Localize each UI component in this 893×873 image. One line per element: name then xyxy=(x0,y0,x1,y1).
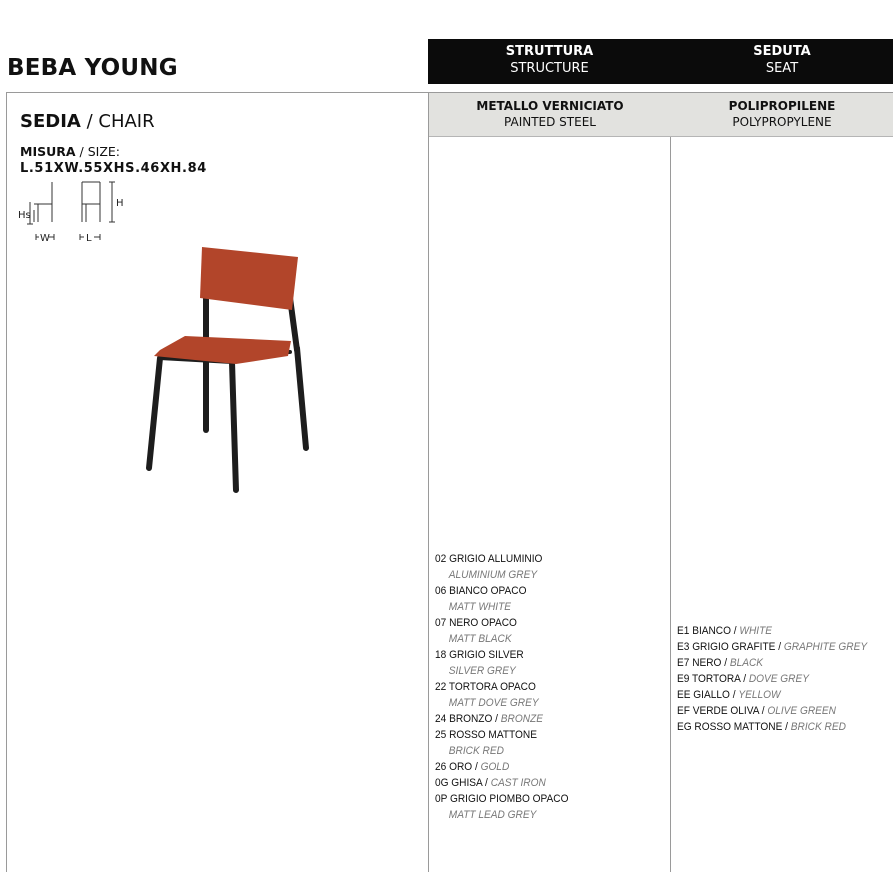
structure-color-item xyxy=(435,759,568,775)
seat-color-en: OLIVE GREEN xyxy=(767,705,836,717)
seat-header-en: SEAT xyxy=(765,61,799,76)
structure-color-item-en xyxy=(435,807,568,823)
structure-color-item xyxy=(435,583,568,599)
seat-color-en: YELLOW xyxy=(738,689,781,701)
seat-color-en: GRAPHITE GREY xyxy=(783,641,868,653)
seat-color-code: EF VERDE OLIVA xyxy=(677,705,759,717)
structure-color-code: 07 NERO OPACO xyxy=(435,617,517,629)
structure-color-en: ALUMINIUM GREY xyxy=(448,569,538,581)
material-row xyxy=(429,93,893,137)
color-separator: / xyxy=(730,625,740,637)
seat-color-item xyxy=(677,719,867,735)
structure-color-en: BRONZE xyxy=(500,713,543,725)
structure-color-code: 25 ROSSO MATTONE xyxy=(435,729,537,741)
structure-color-en: MATT BLACK xyxy=(448,633,512,645)
structure-color-item xyxy=(435,791,568,807)
structure-material xyxy=(429,93,671,136)
structure-color-item xyxy=(435,551,568,567)
seat-color-item xyxy=(677,639,867,655)
color-separator: / xyxy=(775,641,784,653)
product-title: BEBA YOUNG xyxy=(7,55,178,81)
structure-color-code: 26 ORO xyxy=(435,761,473,773)
structure-color-item xyxy=(435,647,568,663)
dimension-diagram-icon xyxy=(16,180,136,245)
structure-color-item-en xyxy=(435,743,568,759)
structure-color-item-en xyxy=(435,663,568,679)
seat-color-en: BRICK RED xyxy=(790,721,846,733)
seat-color-code: E1 BIANCO xyxy=(677,625,731,637)
item-type-en: CHAIR xyxy=(98,111,155,132)
seat-color-code: E7 NERO xyxy=(677,657,722,669)
seat-material xyxy=(671,93,893,136)
seat-color-en: DOVE GREY xyxy=(748,673,809,685)
size-label xyxy=(20,144,120,159)
structure-color-code: 0G GHISA xyxy=(435,777,483,789)
structure-color-item xyxy=(435,727,568,743)
structure-color-en: MATT DOVE GREY xyxy=(448,697,539,709)
structure-color-item-en xyxy=(435,631,568,647)
structure-color-code: 02 GRIGIO ALLUMINIO xyxy=(435,553,543,565)
structure-color-en: GOLD xyxy=(480,761,510,773)
seat-color-code: E3 GRIGIO GRAFITE xyxy=(677,641,776,653)
seat-color-code: EE GIALLO xyxy=(677,689,730,701)
size-label-it: MISURA xyxy=(20,144,76,159)
structure-material-it: METALLO VERNICIATO xyxy=(476,99,624,113)
structure-header-it: STRUTTURA xyxy=(505,44,594,59)
seat-header-it: SEDUTA xyxy=(753,44,811,59)
seat-material-en: POLYPROPYLENE xyxy=(732,115,832,129)
structure-color-item xyxy=(435,775,568,791)
structure-color-en: MATT LEAD GREY xyxy=(448,809,537,821)
structure-color-en: SILVER GREY xyxy=(448,665,516,677)
structure-header-en: STRUCTURE xyxy=(510,61,589,76)
structure-color-en: BRICK RED xyxy=(448,745,504,757)
color-separator: / xyxy=(782,721,791,733)
structure-color-code: 18 GRIGIO SILVER xyxy=(435,649,524,661)
structure-color-code: 0P GRIGIO PIOMBO OPACO xyxy=(435,793,569,805)
color-separator: / xyxy=(740,673,749,685)
dim-l-label: L xyxy=(86,233,92,244)
structure-color-item-en xyxy=(435,599,568,615)
structure-color-list xyxy=(435,551,580,823)
structure-color-item xyxy=(435,679,568,695)
structure-color-item-en xyxy=(435,567,568,583)
seat-header xyxy=(671,39,893,84)
structure-color-item-en xyxy=(435,695,568,711)
color-separator: / xyxy=(492,713,501,725)
color-separator: / xyxy=(721,657,730,669)
item-type xyxy=(20,111,155,132)
seat-material-it: POLIPROPILENE xyxy=(728,99,836,113)
spec-header xyxy=(428,39,893,84)
size-label-en: SIZE: xyxy=(87,144,121,159)
structure-color-item xyxy=(435,615,568,631)
seat-color-item xyxy=(677,655,867,671)
seat-color-item xyxy=(677,623,867,639)
size-label-separator: / xyxy=(79,144,88,159)
table-divider-left xyxy=(6,92,7,872)
structure-color-code: 22 TORTORA OPACO xyxy=(435,681,536,693)
seat-color-item xyxy=(677,671,867,687)
seat-color-code: E9 TORTORA xyxy=(677,673,741,685)
dim-h-label: H xyxy=(116,198,124,209)
chair-image xyxy=(140,240,320,500)
seat-color-code: EG ROSSO MATTONE xyxy=(677,721,783,733)
color-separator: / xyxy=(482,777,491,789)
structure-material-en: PAINTED STEEL xyxy=(504,115,596,129)
structure-header xyxy=(428,39,671,84)
structure-color-en: CAST IRON xyxy=(490,777,546,789)
seat-color-en: BLACK xyxy=(729,657,764,669)
dim-w-label: W xyxy=(40,233,50,244)
seat-color-en: WHITE xyxy=(739,625,773,637)
item-type-it: SEDIA xyxy=(20,111,81,132)
structure-color-code: 24 BRONZO xyxy=(435,713,493,725)
seat-color-item xyxy=(677,703,867,719)
table-divider-right xyxy=(670,92,671,872)
color-separator: / xyxy=(758,705,768,717)
color-separator: / xyxy=(472,761,481,773)
seat-color-list xyxy=(677,623,884,735)
table-divider-middle xyxy=(428,92,429,872)
dim-hs-label: Hs xyxy=(18,210,31,221)
structure-color-en: MATT WHITE xyxy=(448,601,512,613)
structure-color-item xyxy=(435,711,568,727)
structure-color-code: 06 BIANCO OPACO xyxy=(435,585,527,597)
seat-color-item xyxy=(677,687,867,703)
color-separator: / xyxy=(729,689,739,701)
item-type-separator: / xyxy=(86,111,99,132)
size-value: L.51XW.55XHS.46XH.84 xyxy=(20,161,207,176)
